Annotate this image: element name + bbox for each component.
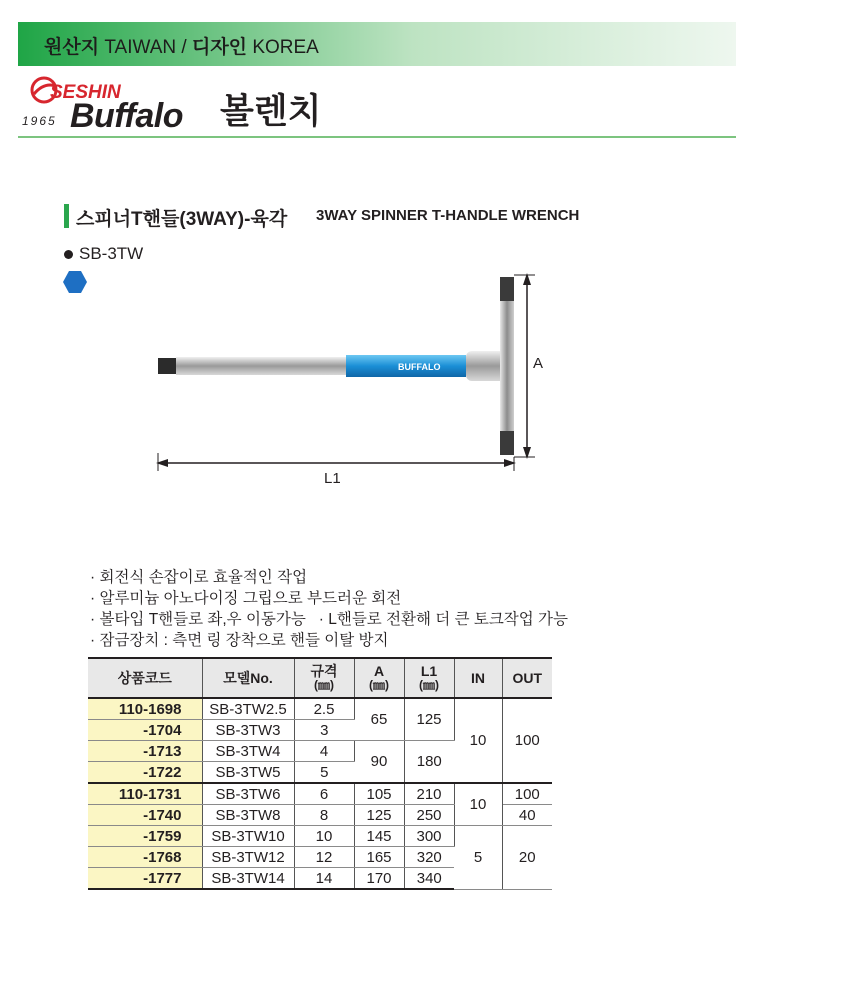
l1-cell: 340 [404,868,454,890]
header-code: 상품코드 [88,658,202,698]
model-cell: SB-3TW3 [202,720,294,741]
hexagon-icon [62,270,88,294]
handle-brand: BUFFALO [398,362,441,372]
code-cell: -1768 [88,847,202,868]
shaft [176,357,346,375]
header-a: A (㎜) [354,658,404,698]
size-cell: 10 [294,826,354,847]
model-cell: SB-3TW6 [202,783,294,805]
a-cell: 125 [354,805,404,826]
l1-cell: 180 [404,741,454,784]
dimension-l1-label: L1 [324,470,341,487]
out-cell: 20 [502,826,552,890]
t-bar-tip-bottom [500,431,514,455]
origin-value: TAIWAN [104,37,177,58]
l1-cell: 300 [404,826,454,847]
product-name: 볼렌치 [220,92,322,131]
feature-list [90,567,568,651]
model-cell: SB-3TW8 [202,805,294,826]
feature-item: · 알루미늄 아노다이징 그립으로 부드러운 회전 [90,590,402,607]
model-cell: SB-3TW12 [202,847,294,868]
code-cell: 110-1731 [88,783,202,805]
hex-tip [158,358,176,374]
bullet-icon [64,250,73,259]
header-l1: L1 (㎜) [404,658,454,698]
size-cell: 2.5 [294,698,354,720]
t-bar [500,277,514,455]
code-cell: -1713 [88,741,202,762]
dimension-a-label: A [533,355,544,372]
a-cell: 90 [354,741,404,784]
l1-cell: 210 [404,783,454,805]
model-cell: SB-3TW5 [202,762,294,784]
size-cell: 3 [294,720,354,741]
model-cell: SB-3TW14 [202,868,294,890]
brand-name: Buffalo [70,97,183,135]
header-out: OUT [502,658,552,698]
in-cell: 5 [454,826,502,890]
l1-cell: 125 [404,698,454,741]
code-cell: 110-1698 [88,698,202,720]
table-header-row [88,658,552,698]
brand-year: 1965 [22,114,57,128]
design-value: KOREA [252,37,319,58]
code-cell: -1722 [88,762,202,784]
size-cell: 12 [294,847,354,868]
model-cell: SB-3TW2.5 [202,698,294,720]
a-cell: 170 [354,868,404,890]
size-cell: 5 [294,762,354,784]
a-cell: 105 [354,783,404,805]
spec-table [88,657,552,890]
size-cell: 14 [294,868,354,890]
section-title-kr: 스피너T핸들(3WAY)-육각 [76,209,288,230]
header-in: IN [454,658,502,698]
model-label [64,244,143,264]
code-cell: -1740 [88,805,202,826]
origin-text [44,32,319,59]
size-cell: 8 [294,805,354,826]
out-cell: 100 [502,698,552,783]
section-marker [64,204,69,228]
feature-item: · 회전식 손잡이로 효율적인 작업 [90,569,308,586]
separator: / [181,37,187,58]
origin-label: 원산지 [44,37,100,58]
table-row [88,783,552,805]
a-cell: 165 [354,847,404,868]
model-cell: SB-3TW4 [202,741,294,762]
l1-cell: 250 [404,805,454,826]
header-size: 규격 (㎜) [294,658,354,698]
in-cell: 10 [454,783,502,826]
table-row [88,698,552,720]
a-cell: 65 [354,698,404,741]
t-bar-tip-top [500,277,514,301]
l1-cell: 320 [404,847,454,868]
model-cell: SB-3TW10 [202,826,294,847]
design-label: 디자인 [191,37,248,58]
table-row [88,826,552,847]
seshin-logo-text: SESHIN [50,82,121,103]
section-title-en: 3WAY SPINNER T-HANDLE WRENCH [316,207,580,224]
model-code: SB-3TW [79,244,144,263]
feature-item: · 잠금장치 : 측면 링 장착으로 핸들 이탈 방지 [90,632,389,649]
size-cell: 4 [294,741,354,762]
wrench-drawing [150,265,560,495]
code-cell: -1777 [88,868,202,890]
out-cell: 100 [502,783,552,805]
out-cell: 40 [502,805,552,826]
divider [18,136,736,138]
in-cell: 10 [454,698,502,783]
size-cell: 6 [294,783,354,805]
a-cell: 145 [354,826,404,847]
code-cell: -1704 [88,720,202,741]
feature-item: · 볼타입 T핸들로 좌,우 이동가능 · L핸들로 전환해 더 큰 토크작업 가능 [90,611,569,628]
code-cell: -1759 [88,826,202,847]
header-model: 모델No. [202,658,294,698]
